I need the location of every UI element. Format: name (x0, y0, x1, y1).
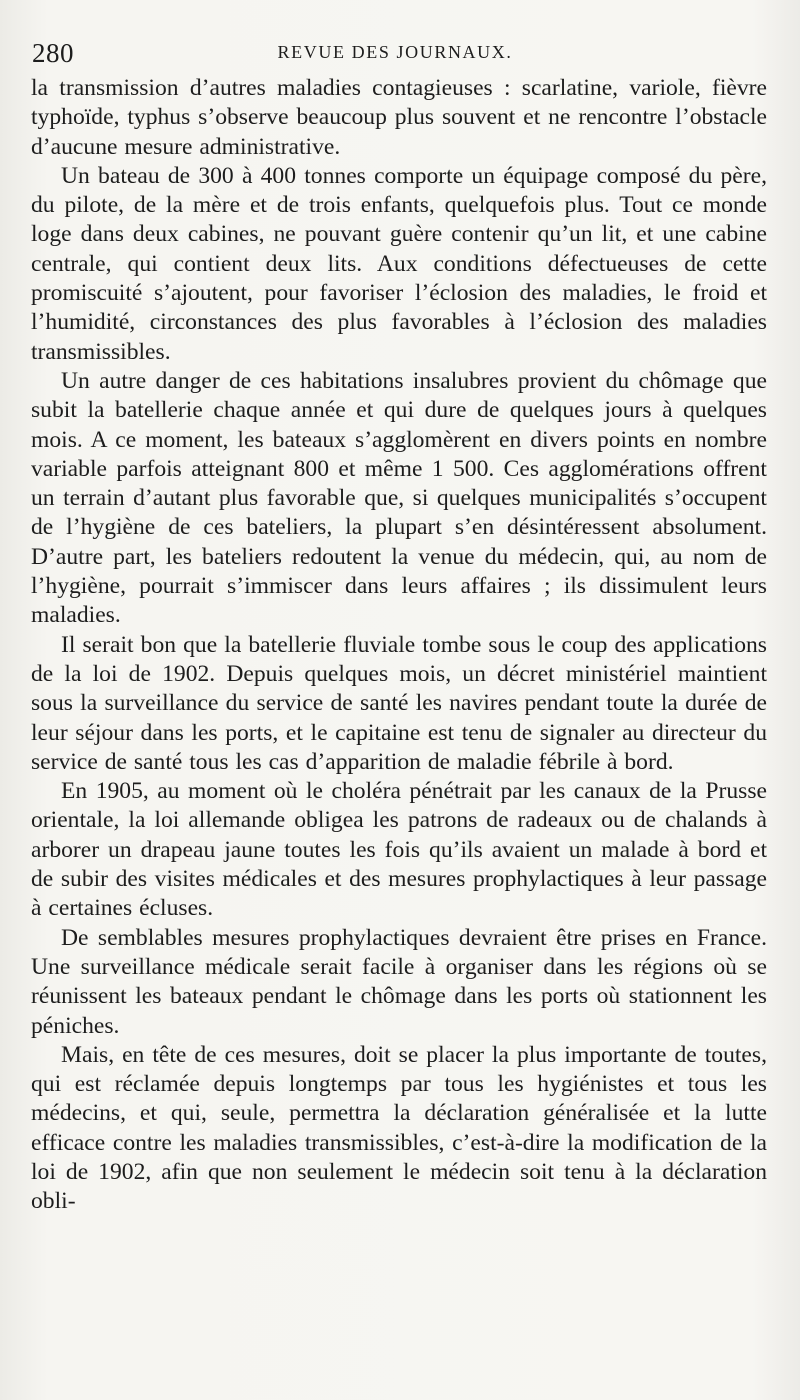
paragraph-3: Un autre danger de ces habitations insalubres provient du chômage que subit la batellerie chaque année et qui dure de quelques jours à quelques mois. A ce moment, les bateaux s’agglomèrent en divers points en nombre variable parfois atteignant 800 et même 1 500. Ces agglomérations offrent un terrain d’autant plus favorable que, si quelques municipalités s’occupent de l’hygiène de ces bateliers, la plupart s’en désintéressent absolument. D’autre part, les bateliers redoutent la venue du médecin, qui, au nom de l’hygiène, pourrait s’immiscer dans leurs affaires ; ils dissimulent leurs maladies. (31, 367, 767, 629)
paragraph-4: Il serait bon que la batellerie fluviale tombe sous le coup des applications de la loi de 1902. Depuis quelques mois, un décret ministériel maintient sous la surveillance du service de santé les navires pendant toute la durée de leur séjour dans les ports, et le capitaine est tenu de signaler au directeur du service de santé tous les cas d’apparition de maladie fébrile à bord. (31, 631, 767, 775)
paragraph-6: De semblables mesures prophylactiques devraient être prises en France. Une surveillance médicale serait facile à organiser dans les régions où se réunissent les bateaux pendant le chômage dans les ports où stationnent les péniches. (31, 924, 767, 1039)
page-header (30, 38, 760, 72)
paragraph-7: Mais, en tête de ces mesures, doit se placer la plus importante de toutes, qui est réclamée depuis longtemps par tous les hygiénistes et tous les médecins, et qui, seule, permettra la déclaration généralisée et la lutte efficace contre les maladies transmissibles, c’est-à-dire la modification de la loi de 1902, afin que non seulement le médecin soit tenu à la déclaration obli- (31, 1041, 767, 1215)
paragraph-5: En 1905, au moment où le choléra pénétrait par les canaux de la Prusse orientale, la loi allemande obligea les patrons de radeaux ou de chalands à arborer un drapeau jaune toutes les fois qu’ils avaient un malade à bord et de subir des visites médicales et des mesures prophylactiques à leur passage à certaines écluses. (31, 778, 767, 922)
paragraph-1: la transmission d’autres maladies contagieuses : scarlatine, variole, fièvre typhoïde, typhus s’observe beaucoup plus souvent et ne rencontre l’obstacle d’aucune mesure administrative. (31, 75, 767, 160)
body-text (31, 74, 767, 1217)
running-head: REVUE DES JOURNAUX. (277, 42, 513, 62)
paragraph-2: Un bateau de 300 à 400 tonnes comporte un équipage composé du père, du pilote, de la mère et de trois enfants, quelquefois plus. Tout ce monde loge dans deux cabines, ne pouvant guère contenir qu’un lit, et une cabine centrale, qui contient deux lits. Aux conditions défectueuses de cette promiscuité s’ajoutent, pour favoriser l’éclosion des maladies, le froid et l’humidité, circonstances des plus favorables à l’éclosion des maladies transmissibles. (31, 162, 767, 365)
page-number: 280 (32, 38, 74, 68)
